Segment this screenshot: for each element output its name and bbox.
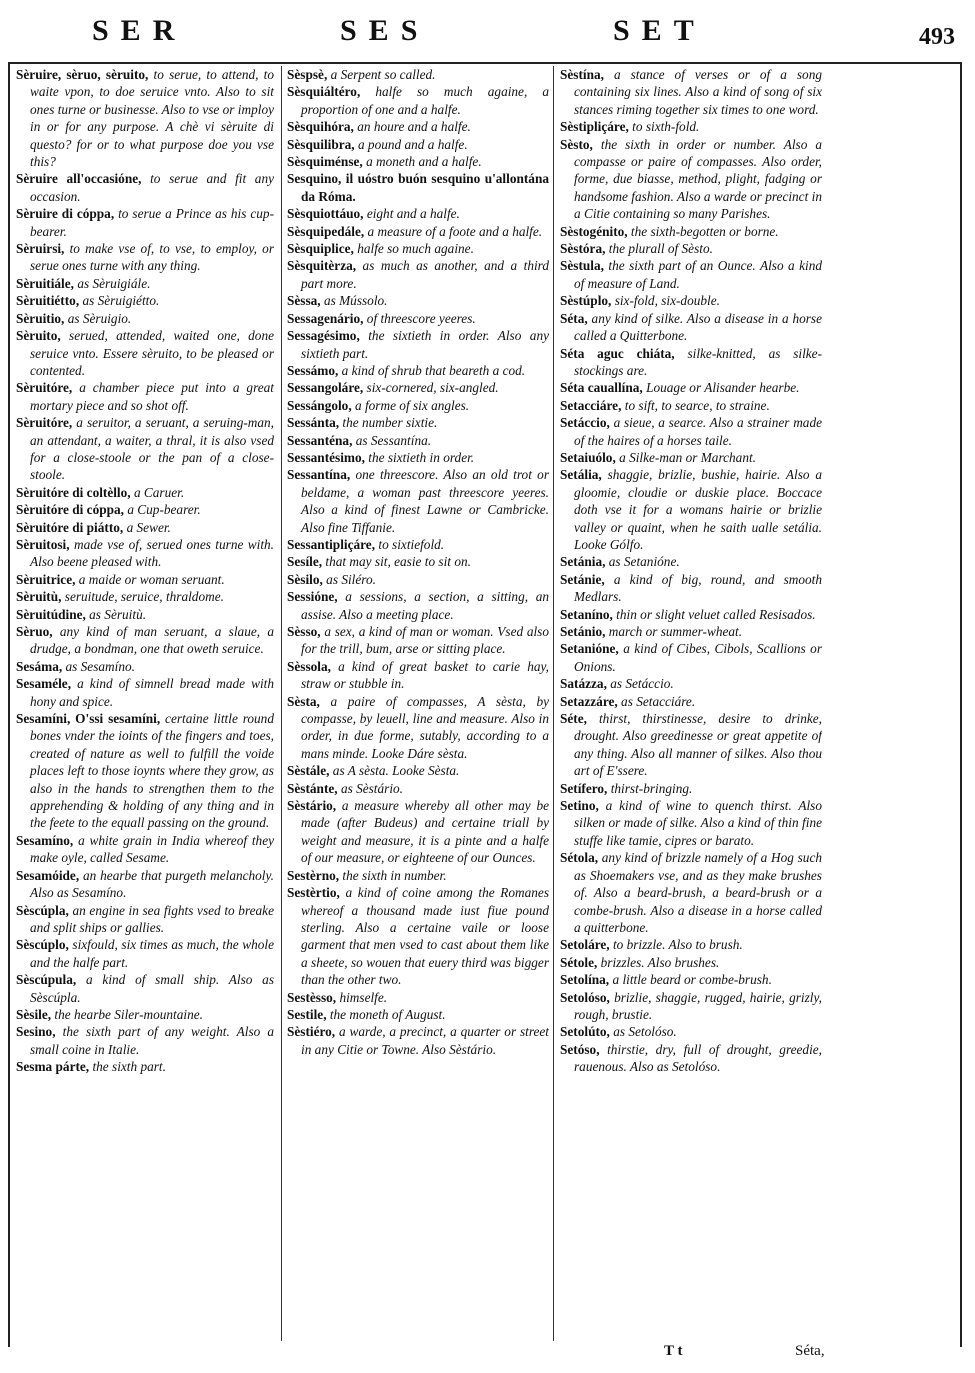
- dictionary-entry: [16, 536, 274, 571]
- entry-headword: Setoláre,: [560, 937, 610, 953]
- entry-headword: Sèruitosi,: [16, 536, 70, 552]
- entry-definition: a Silke-man or Marchant.: [619, 449, 756, 465]
- dictionary-entry: [16, 379, 274, 414]
- dictionary-entry: [560, 118, 822, 135]
- column-3: [560, 66, 822, 1341]
- entry-definition: as Setanióne.: [608, 554, 680, 570]
- entry-definition: march or summer-wheat.: [608, 624, 743, 639]
- entry-headword: Sèruirsi,: [16, 241, 65, 257]
- dictionary-entry: [287, 397, 549, 414]
- entry-headword: Setazzáre,: [560, 693, 618, 709]
- dictionary-entry: [16, 310, 274, 327]
- entry-definition: a Serpent so called.: [330, 67, 436, 82]
- column-rule-1: [281, 66, 282, 1341]
- entry-definition: thirst-bringing.: [610, 780, 693, 796]
- entry-headword: Sestèrtio,: [287, 885, 340, 901]
- entry-headword: Sessánta,: [287, 415, 340, 431]
- dictionary-entry: [16, 484, 274, 501]
- entry-definition: as Sèruigiétto.: [82, 293, 160, 309]
- entry-definition: seruitude, seruice, thraldome.: [64, 589, 224, 605]
- dictionary-entry: [560, 954, 822, 971]
- entry-headword: Sesamíno,: [16, 832, 74, 848]
- entry-headword: Sétole,: [560, 954, 598, 970]
- entry-headword: Sessantína,: [287, 467, 351, 483]
- dictionary-entry: [560, 449, 822, 466]
- column-rule-2: [553, 66, 554, 1341]
- running-header: [0, 0, 975, 62]
- dictionary-entry: [287, 884, 549, 988]
- entry-definition: of threescore yeeres.: [366, 310, 476, 326]
- entry-headword: Sesma párte,: [16, 1059, 90, 1075]
- entry-definition: certaine little round bones vnder the ioints of the fingers and toes, created of nature as well to fulfill the voide places left to those ioynts where they grow, as also in the hands to strengthen them to the apprehending & holding of any thing and in the feete to the equall passing on the ground.: [30, 711, 274, 831]
- entry-headword: Sèruitio,: [16, 310, 65, 326]
- entry-headword: Setánio,: [560, 624, 606, 639]
- entry-definition: a pound and a halfe.: [357, 136, 468, 152]
- entry-definition: an engine in sea fights vsed to breake and split ships or gallies.: [30, 902, 274, 935]
- entry-headword: Setánia,: [560, 554, 606, 570]
- entry-headword: Setino,: [560, 798, 599, 814]
- entry-definition: a Caruer.: [133, 484, 185, 500]
- entry-headword: Sessantésimo,: [287, 449, 365, 465]
- entry-headword: Setália,: [560, 467, 602, 483]
- entry-headword: Sèruitóre di piátto,: [16, 519, 124, 535]
- entry-definition: a warde, a precinct, a quarter or street in any Citie or Towne. Also Sèstário.: [301, 1024, 549, 1057]
- entry-definition: the sixth part of an Ounce. Also a kind of measure of Land.: [574, 258, 822, 291]
- entry-headword: Séta,: [560, 310, 588, 326]
- entry-headword: Sèruitiétto,: [16, 293, 80, 309]
- entry-headword: Sesíle,: [287, 554, 323, 570]
- entry-headword: Sèsquiplice,: [287, 241, 354, 257]
- signature-mark: T t: [664, 1343, 683, 1359]
- entry-definition: a white grain in India whereof they make oyle, called Sesame.: [30, 832, 274, 866]
- dictionary-entry: [16, 292, 274, 309]
- dictionary-entry: [16, 902, 274, 937]
- entry-definition: a forme of six angles.: [354, 397, 470, 413]
- entry-headword: Sétola,: [560, 850, 599, 866]
- entry-headword: Sèruitúdine,: [16, 606, 86, 622]
- entry-definition: a Cup-bearer.: [127, 502, 201, 518]
- dictionary-entry: [560, 693, 822, 710]
- entry-headword: Setolóso,: [560, 989, 610, 1005]
- entry-headword: Sèstále,: [287, 763, 330, 779]
- entry-headword: Sèsquihóra,: [287, 119, 354, 135]
- entry-headword: Sesquino, il uóstro buón sesquino u'allontána da Róma.: [287, 171, 549, 204]
- entry-definition: to brizzle. Also to brush.: [612, 937, 743, 953]
- entry-definition: a measure whereby all other may be made (after Budeus) and certaine triall by weight and measure, it is a pinte and a halfe of our measure, or eighteene of our Ounces.: [301, 798, 549, 866]
- header-center-word: SES: [340, 14, 430, 47]
- entry-headword: Sèsquiáltéro,: [287, 84, 361, 100]
- dictionary-entry: [16, 1006, 274, 1023]
- dictionary-entry: [287, 797, 549, 867]
- dictionary-entry: [287, 310, 549, 327]
- column-1: [16, 66, 274, 1341]
- entry-headword: Sessantipliçáre,: [287, 536, 376, 552]
- entry-headword: Sèruire di cóppa,: [16, 206, 115, 222]
- entry-definition: the sixth in order or number. Also a compasse or paire of compasses. Also order, forme, due biasse, method, plight, fadging or handsome fashion. Also a warde or precinct in a Citie containing so many Parishes.: [574, 136, 822, 222]
- dictionary-entry: [287, 536, 549, 553]
- dictionary-entry: [16, 571, 274, 588]
- dictionary-entry: [560, 136, 822, 223]
- entry-headword: Sèsto,: [560, 136, 593, 152]
- entry-headword: Sèstiéro,: [287, 1024, 336, 1040]
- entry-headword: Sestile,: [287, 1006, 327, 1022]
- entry-definition: the sixth-begotten or borne.: [630, 223, 779, 239]
- entry-headword: Satázza,: [560, 676, 607, 692]
- dictionary-entry: [560, 223, 822, 240]
- entry-definition: the hearbe Siler-mountaine.: [54, 1006, 203, 1022]
- entry-definition: a paire of compasses, A sèsta, by compasse, by leuell, line and measure. Also in order, in due forme, sutably, according to a mans minde. Looke Dáre sèsta.: [301, 693, 549, 761]
- dictionary-entry: [287, 1006, 549, 1023]
- entry-definition: as Sèstário.: [340, 780, 403, 796]
- entry-headword: Sèruire all'occasióne,: [16, 171, 142, 187]
- entry-headword: Sessagésimo,: [287, 328, 360, 344]
- entry-definition: as Siléro.: [326, 571, 376, 587]
- entry-definition: the sixth part.: [92, 1059, 166, 1075]
- entry-definition: to serue and fit any occasion.: [30, 171, 274, 204]
- dictionary-entry: [560, 623, 822, 640]
- entry-headword: Sèruire, sèruo, sèruito,: [16, 67, 149, 82]
- entry-headword: Sèstário,: [287, 798, 337, 814]
- dictionary-entry: [16, 658, 274, 675]
- dictionary-entry: [16, 66, 274, 170]
- entry-headword: Séta cauallína,: [560, 380, 643, 396]
- entry-definition: the moneth of August.: [329, 1006, 446, 1022]
- dictionary-entry: [16, 205, 274, 240]
- entry-definition: as Setolóso.: [613, 1024, 677, 1040]
- entry-definition: as Sesamíno.: [65, 658, 135, 674]
- entry-headword: Setáccio,: [560, 415, 610, 431]
- dictionary-entry: [287, 762, 549, 779]
- dictionary-entry: [16, 675, 274, 710]
- dictionary-entry: [287, 571, 549, 588]
- entry-definition: any kind of silke. Also a disease in a horse called a Quitterbone.: [574, 310, 822, 344]
- entry-definition: to serue a Prince as his cup-bearer.: [30, 206, 274, 239]
- entry-definition: eight and a halfe.: [366, 206, 460, 222]
- entry-definition: shaggie, brizlie, bushie, hairie. Also a gloomie, cloudie or duskie place. Boccace doth vse it for a womans hairie or brizlie valley or quaint, when he saith ualle setália. Looke Gólfo.: [574, 467, 822, 552]
- entry-headword: Séte,: [560, 711, 587, 727]
- entry-definition: a kind of small ship. Also as Sèscúpla.: [30, 972, 274, 1005]
- entry-definition: brizzles. Also brushes.: [600, 954, 720, 970]
- dictionary-entry: [16, 519, 274, 536]
- entry-headword: Sèsquiottáuo,: [287, 206, 364, 222]
- entry-headword: Sèruitóre di cóppa,: [16, 502, 124, 518]
- entry-definition: one threescore. Also an old trot or beldame, a woman past threescore yeeres. Also a kind of finest Lawne or Cambricke. Also fine Tiffanie.: [301, 467, 549, 535]
- entry-headword: Sesamóide,: [16, 867, 80, 883]
- entry-headword: Séta aguc chiáta,: [560, 345, 675, 361]
- dictionary-entry: [560, 606, 822, 623]
- dictionary-entry: [560, 553, 822, 570]
- entry-definition: halfe so much againe.: [357, 241, 474, 257]
- entry-definition: a kind of big, round, and smooth Medlars.: [574, 571, 822, 605]
- entry-definition: thirst, thirstinesse, desire to drinke, drought. Also greedinesse or great appetite of any thing. Also all manner of silkes. Also thou art of E'ssere.: [574, 711, 822, 779]
- entry-headword: Sesamíni, O'ssi sesamíni,: [16, 711, 161, 727]
- dictionary-entry: [287, 553, 549, 570]
- dictionary-entry: [16, 170, 274, 205]
- entry-definition: a kind of wine to quench thirst. Also silken or made of silke. Also a kind of thin fine stuffe like tamie, cipres or barato.: [574, 798, 822, 848]
- dictionary-entry: [560, 310, 822, 345]
- dictionary-entry: [560, 797, 822, 849]
- dictionary-entry: [287, 240, 549, 257]
- dictionary-entry: [16, 936, 274, 971]
- entry-definition: an hearbe that purgeth melancholy. Also as Sesamíno.: [30, 867, 274, 901]
- dictionary-entry: [560, 936, 822, 953]
- entry-headword: Sessángolo,: [287, 397, 352, 413]
- dictionary-entry: [287, 136, 549, 153]
- dictionary-entry: [287, 867, 549, 884]
- dictionary-entry: [287, 693, 549, 763]
- dictionary-entry: [287, 257, 549, 292]
- dictionary-entry: [287, 205, 549, 222]
- entry-definition: serued, attended, waited one, done seruice vnto. Essere sèruito, to be pleased or contented.: [30, 328, 274, 378]
- dictionary-entry: [16, 832, 274, 867]
- entry-headword: Sèruitù,: [16, 589, 62, 605]
- entry-definition: the sixth part of any weight. Also a small coine in Italie.: [30, 1024, 274, 1057]
- dictionary-entry: [287, 223, 549, 240]
- dictionary-entry: [16, 327, 274, 379]
- entry-definition: six-cornered, six-angled.: [366, 380, 499, 396]
- entry-definition: the sixtieth in order.: [368, 449, 475, 465]
- entry-definition: a kind of Cibes, Cibols, Scallions or Onions.: [574, 641, 822, 674]
- dictionary-entry: [16, 710, 274, 832]
- entry-definition: a measure of a foote and a halfe.: [367, 223, 543, 239]
- dictionary-entry: [287, 414, 549, 431]
- entry-headword: Sèruitrice,: [16, 571, 76, 587]
- entry-headword: Sèsquilibra,: [287, 136, 355, 152]
- entry-headword: Sessagenário,: [287, 310, 364, 326]
- dictionary-entry: [560, 675, 822, 692]
- entry-definition: to sift, to searce, to straine.: [624, 397, 770, 413]
- entry-definition: a kind of simnell bread made with hony and spice.: [30, 676, 274, 709]
- entry-headword: Sessámo,: [287, 362, 339, 378]
- entry-definition: as A sèsta. Looke Sèsta.: [332, 763, 460, 779]
- entry-definition: the plurall of Sèsto.: [608, 241, 713, 257]
- entry-headword: Sestèrno,: [287, 867, 340, 883]
- entry-headword: Sèruitóre,: [16, 380, 73, 396]
- dictionary-entry: [560, 571, 822, 606]
- entry-definition: a moneth and a halfe.: [366, 154, 482, 170]
- dictionary-entry: [287, 292, 549, 309]
- entry-headword: Sèstula,: [560, 258, 604, 274]
- dictionary-entry: [287, 780, 549, 797]
- dictionary-entry: [560, 1041, 822, 1076]
- entry-headword: Sessióne,: [287, 589, 338, 605]
- dictionary-entry: [560, 379, 822, 396]
- entry-definition: that may sit, easie to sit on.: [325, 554, 471, 570]
- entry-headword: Sèsquitèrza,: [287, 258, 357, 274]
- entry-definition: a kind of great basket to carie hay, straw or stubble in.: [301, 658, 549, 692]
- entry-definition: as Sessantína.: [355, 432, 432, 448]
- entry-headword: Sèstúplo,: [560, 293, 612, 309]
- entry-headword: Sèscúpla,: [16, 902, 69, 918]
- entry-definition: a little beard or combe-brush.: [612, 972, 772, 988]
- dictionary-entry: [560, 849, 822, 936]
- entry-headword: Setaiuólo,: [560, 449, 616, 465]
- dictionary-entry: [287, 1023, 549, 1058]
- entry-definition: himselfe.: [339, 989, 388, 1005]
- entry-headword: Sèruitóre di coltèllo,: [16, 484, 131, 500]
- entry-definition: as Sèruitù.: [89, 606, 147, 622]
- dictionary-entry: [16, 623, 274, 658]
- dictionary-entry: [560, 1023, 822, 1040]
- page-number: 493: [919, 24, 955, 50]
- dictionary-entry: [287, 449, 549, 466]
- dictionary-entry: [16, 275, 274, 292]
- entry-headword: Sèsquiménse,: [287, 154, 363, 170]
- entry-definition: the sixtieth in order. Also any sixtieth part.: [301, 328, 549, 361]
- entry-definition: a sessions, a section, a sitting, an assise. Also a meeting place.: [301, 589, 549, 622]
- entry-headword: Sèscúpula,: [16, 972, 77, 988]
- entry-headword: Setánie,: [560, 571, 605, 587]
- entry-headword: Sesaméle,: [16, 676, 72, 692]
- dictionary-entry: [560, 971, 822, 988]
- dictionary-entry: [560, 989, 822, 1024]
- dictionary-entry: [287, 83, 549, 118]
- dictionary-entry: [16, 588, 274, 605]
- entry-headword: Setacciáre,: [560, 397, 622, 413]
- entry-headword: Sèstánte,: [287, 780, 338, 796]
- dictionary-entry: [287, 658, 549, 693]
- dictionary-entry: [560, 640, 822, 675]
- entry-headword: Sèscúplo,: [16, 937, 69, 953]
- entry-definition: thirstie, dry, full of drought, greedie, rauenous. Also as Setolóso.: [574, 1041, 822, 1075]
- entry-headword: Setóso,: [560, 1041, 600, 1057]
- dictionary-entry: [560, 66, 822, 118]
- entry-headword: Sèstína,: [560, 67, 604, 82]
- entry-headword: Sèssola,: [287, 658, 331, 674]
- entry-definition: as Sèruigiále.: [77, 275, 151, 291]
- dictionary-entry: [287, 466, 549, 536]
- dictionary-entry: [560, 780, 822, 797]
- dictionary-entry: [560, 466, 822, 553]
- column-2: [287, 66, 549, 1341]
- entry-definition: as Setacciáre.: [621, 693, 696, 709]
- entry-headword: Sèruitiále,: [16, 275, 74, 291]
- entry-definition: the sixth in number.: [342, 867, 447, 883]
- entry-headword: Setanióne,: [560, 641, 619, 657]
- entry-definition: Louage or Alisander hearbe.: [646, 380, 800, 396]
- entry-headword: Sèruitóre,: [16, 415, 73, 431]
- dictionary-entry: [287, 66, 549, 83]
- dictionary-entry: [560, 397, 822, 414]
- entry-headword: Sestèsso,: [287, 989, 337, 1005]
- dictionary-entry: [287, 989, 549, 1006]
- dictionary-entry: [287, 362, 549, 379]
- entry-headword: Sèsso,: [287, 624, 321, 639]
- entry-definition: to make vse of, to vse, to employ, or serue ones turne with any thing.: [30, 241, 274, 274]
- entry-definition: a kind of shrub that beareth a cod.: [341, 362, 526, 378]
- entry-headword: Sèsta,: [287, 693, 320, 709]
- dictionary-entry: [287, 379, 549, 396]
- dictionary-entry: [16, 414, 274, 484]
- header-left-word: SER: [92, 14, 187, 47]
- dictionary-entry: [16, 501, 274, 518]
- dictionary-entry: [287, 623, 549, 658]
- entry-headword: Setaníno,: [560, 606, 613, 622]
- entry-definition: sixfould, six times as much, the whole and the halfe part.: [30, 937, 274, 970]
- dictionary-entry: [560, 710, 822, 780]
- dictionary-entry: [287, 432, 549, 449]
- dictionary-entry: [560, 240, 822, 257]
- entry-headword: Sessangoláre,: [287, 380, 364, 396]
- entry-definition: any kind of brizzle namely of a Hog such as Shoemakers vse, and as they make brushes of. Also a beard-brush, a beard-brush or a combe-brush. Also a disease in a horse called a quitterbone.: [574, 850, 822, 935]
- dictionary-entry: [16, 606, 274, 623]
- dictionary-entry: [16, 867, 274, 902]
- entry-definition: a sex, a kind of man or woman. Vsed also for the trill, bum, arse or sitting place.: [301, 624, 549, 657]
- entry-headword: Sesáma,: [16, 658, 63, 674]
- entry-headword: Sessanténa,: [287, 432, 353, 448]
- dictionary-entry: [560, 257, 822, 292]
- page-footer: [0, 1343, 975, 1365]
- entry-definition: six-fold, six-double.: [614, 293, 720, 309]
- entry-headword: Sèssa,: [287, 293, 321, 309]
- entry-headword: Setolína,: [560, 972, 610, 988]
- entry-definition: as Setáccio.: [610, 676, 674, 692]
- entry-definition: silke-knitted, as silke-stockings are.: [574, 345, 822, 378]
- entry-definition: a Sewer.: [126, 519, 171, 535]
- dictionary-entry: [287, 588, 549, 623]
- entry-definition: to sixtiefold.: [378, 536, 445, 552]
- dictionary-entry: [287, 170, 549, 205]
- entry-definition: a kind of coine among the Romanes whereof a thousand made iust fiue pound sterling. Also a certaine vaile or loose garment that men vsed to cast about them like a sheete, so wouen that euery third was bigger than the other two.: [301, 885, 549, 988]
- entry-definition: thin or slight veluet called Resisados.: [616, 606, 816, 622]
- header-right-word: SET: [613, 14, 706, 47]
- entry-definition: as much as another, and a third part more.: [301, 258, 549, 291]
- entry-headword: Setolúto,: [560, 1024, 610, 1040]
- entry-headword: Sèspsè,: [287, 67, 328, 82]
- entry-headword: Sèsilo,: [287, 571, 323, 587]
- entry-headword: Sèsquipedále,: [287, 223, 365, 239]
- dictionary-entry: [560, 345, 822, 380]
- dictionary-entry: [287, 153, 549, 170]
- entry-definition: as Mússolo.: [323, 293, 388, 309]
- entry-headword: Setífero,: [560, 780, 608, 796]
- catchword: Séta,: [795, 1343, 825, 1359]
- entry-headword: Sèsile,: [16, 1006, 52, 1022]
- entry-definition: halfe so much againe, a proportion of one and a halfe.: [301, 84, 549, 117]
- entry-headword: Sèruo,: [16, 624, 53, 639]
- entry-definition: a stance of verses or of a song containing six lines. Also a kind of song of six stances riming together six times to one word.: [574, 67, 822, 117]
- entry-definition: a seruitor, a seruant, a seruing-man, an attendant, a waiter, a thral, it is also vsed for a close-stoole or the pan of a close-stoole.: [30, 415, 274, 483]
- entry-headword: Sesino,: [16, 1024, 56, 1040]
- entry-definition: any kind of man seruant, a slaue, a drudge, a bondman, one that oweth seruice.: [30, 624, 274, 657]
- dictionary-entry: [287, 118, 549, 135]
- dictionary-entry: [16, 1023, 274, 1058]
- dictionary-entry: [560, 414, 822, 449]
- dictionary-entry: [16, 1058, 274, 1075]
- entry-definition: as Sèruigio.: [67, 310, 132, 326]
- entry-definition: an houre and a halfe.: [357, 119, 471, 135]
- entry-headword: Sèstipliçáre,: [560, 119, 629, 135]
- dictionary-entry: [16, 240, 274, 275]
- entry-definition: to serue, to attend, to waite vpon, to doe seruice vnto. Also to sit ones turne or businesse. Also to vse or imploy in or for any purpose. A chè vi sèruite di questo? for or to what purpose doe you vse this?: [30, 67, 274, 170]
- entry-definition: a chamber piece put into a great mortary piece and so shot off.: [30, 380, 274, 413]
- entry-headword: Sèstogénito,: [560, 223, 628, 239]
- entry-definition: a maide or woman seruant.: [78, 571, 225, 587]
- dictionary-entry: [560, 292, 822, 309]
- entry-definition: the number sixtie.: [342, 415, 438, 431]
- entry-definition: a sieue, a searce. Also a strainer made of the haires of a horses taile.: [574, 415, 822, 448]
- entry-definition: to sixth-fold.: [632, 119, 700, 135]
- dictionary-entry: [287, 327, 549, 362]
- entry-definition: made vse of, serued ones turne with. Also beene pleased with.: [30, 536, 274, 570]
- entry-headword: Sèruito,: [16, 328, 61, 344]
- entry-headword: Sèstóra,: [560, 241, 606, 257]
- dictionary-entry: [16, 971, 274, 1006]
- entry-definition: brizlie, shaggie, rugged, hairie, grizly, rough, brustie.: [574, 989, 822, 1022]
